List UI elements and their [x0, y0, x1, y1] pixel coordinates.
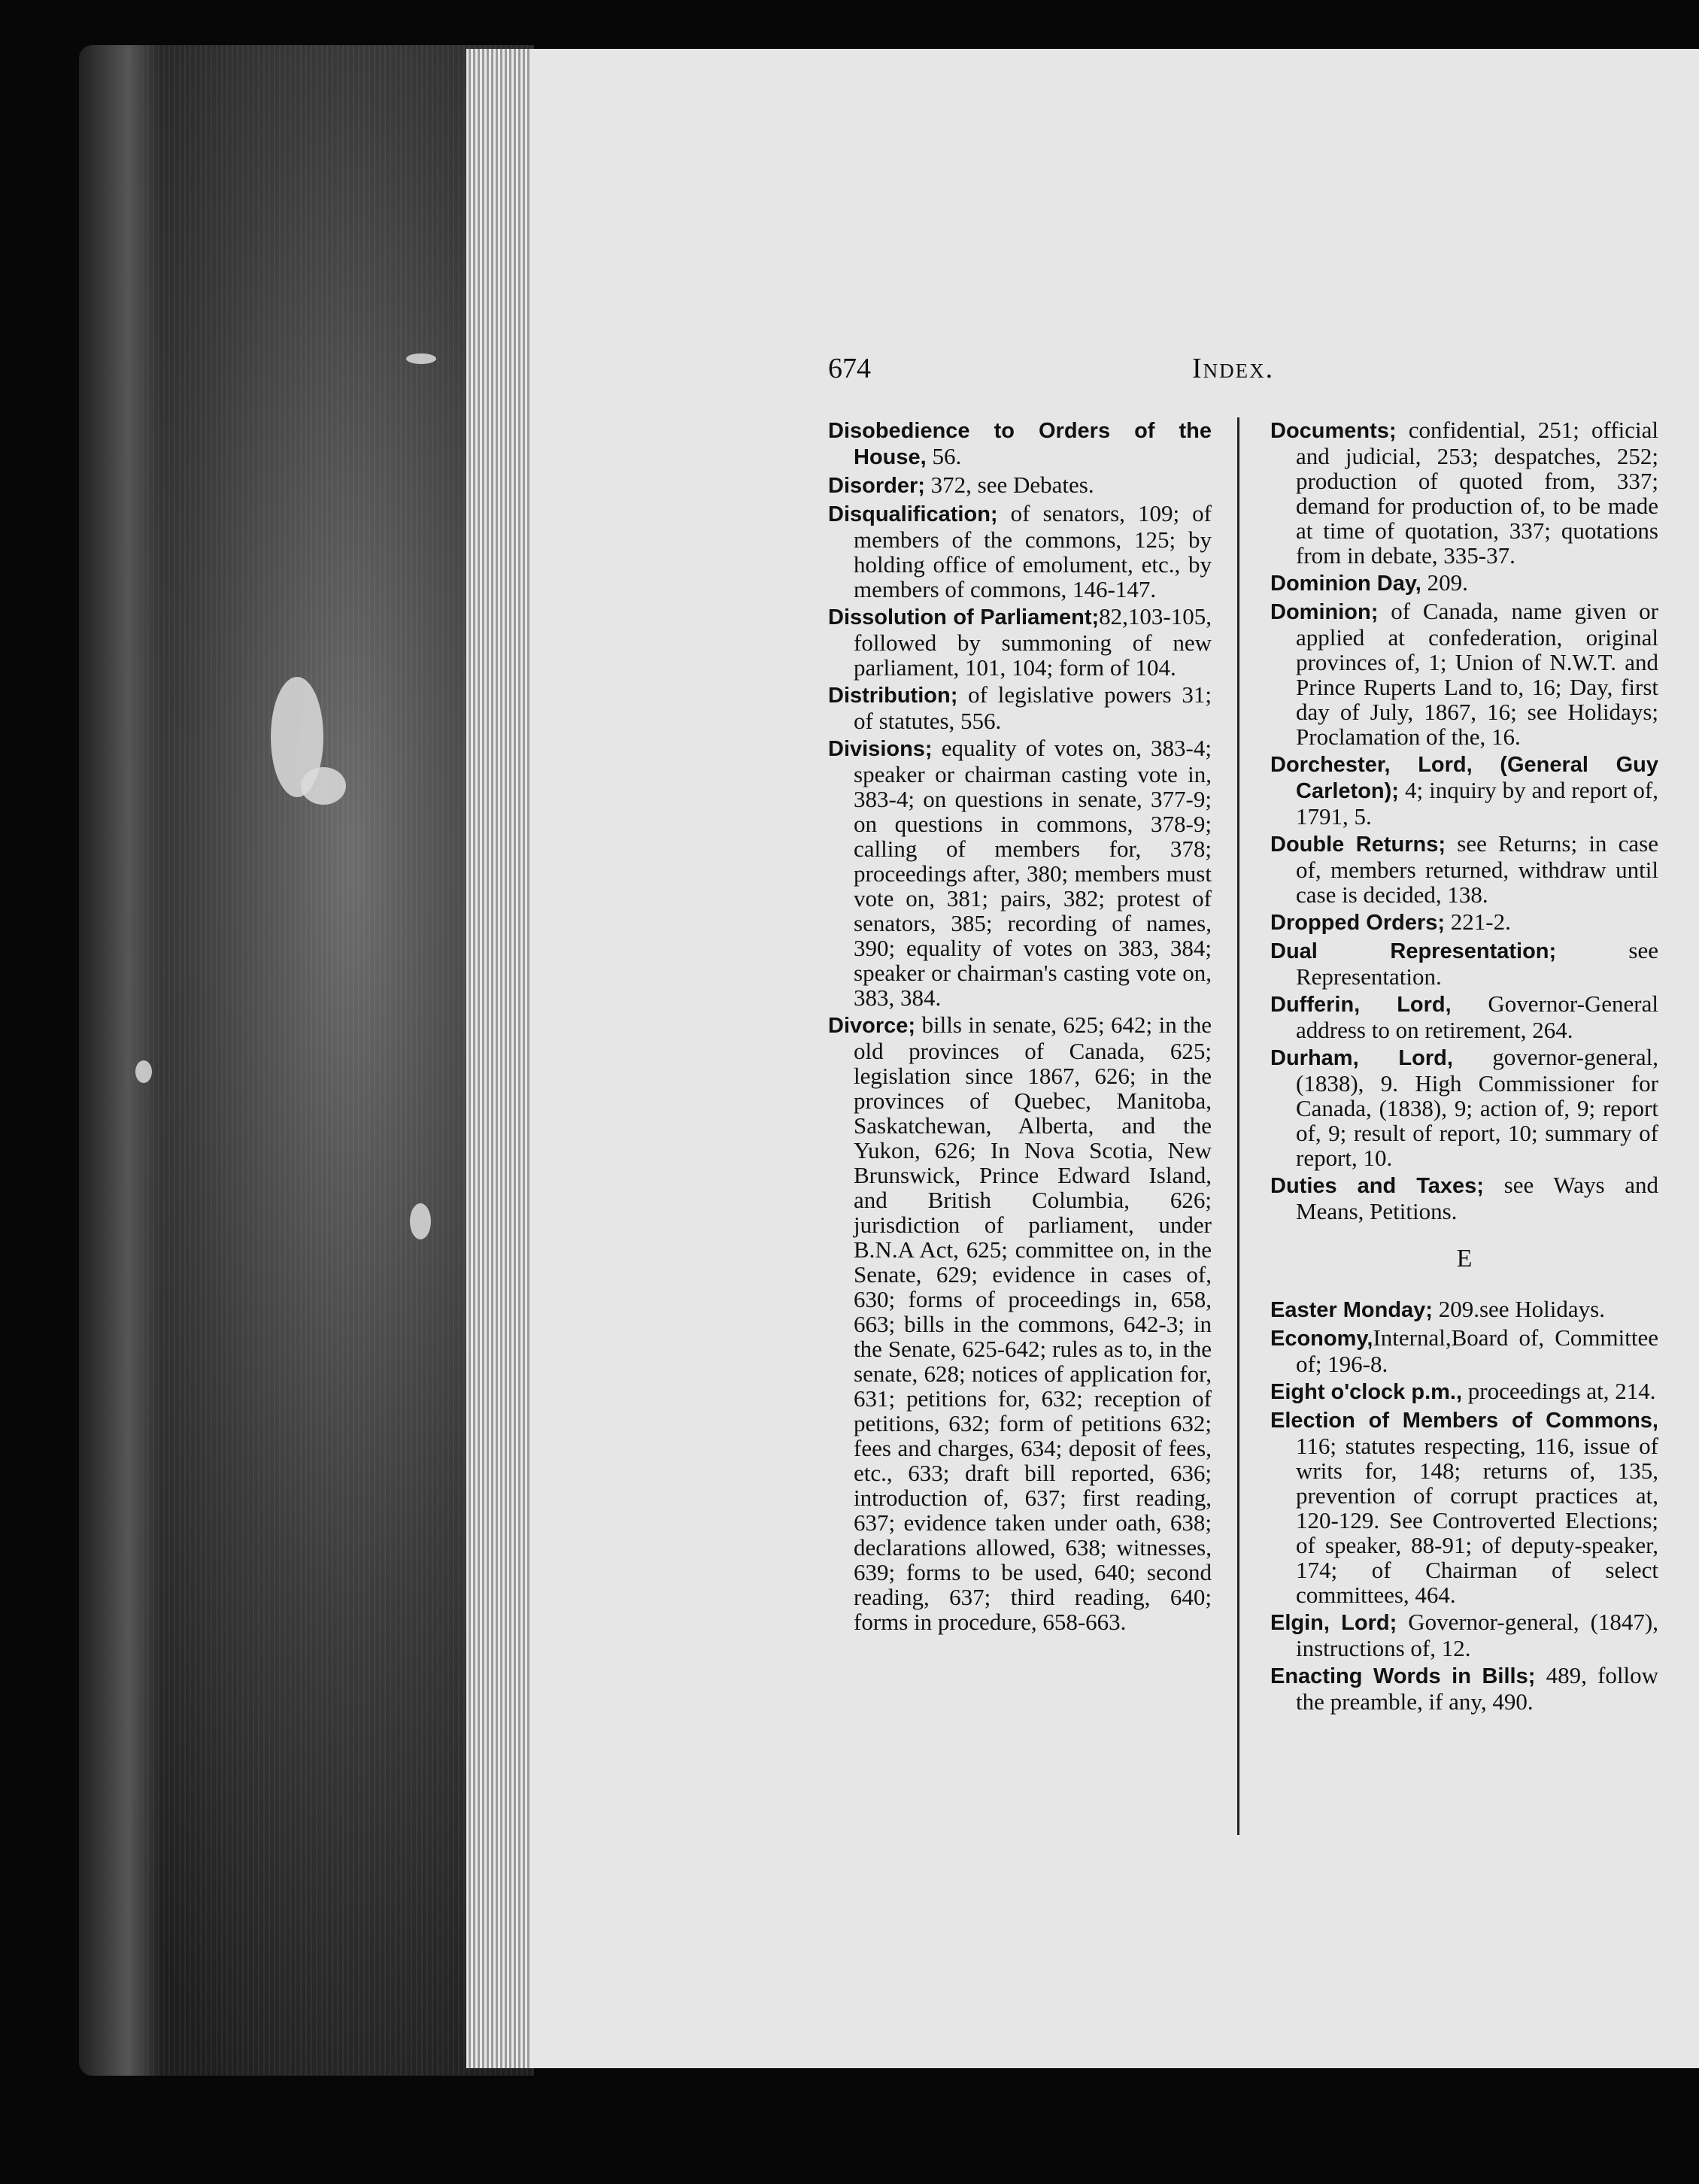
book-spine-shadow: [79, 45, 162, 2076]
index-column-right: [1270, 417, 1658, 1716]
index-entry: [1270, 1297, 1658, 1323]
entry-text: 4; inquiry by and report of, 1791, 5.: [1296, 777, 1658, 830]
entry-heading: Dropped Orders;: [1270, 911, 1446, 935]
paper-stain: [135, 1060, 152, 1083]
entry-text: see Returns; in case of, members returned, withdraw until case is decided, 138.: [1296, 830, 1658, 908]
entry-heading: Dorchester, Lord, (General Guy Carleton);: [1270, 753, 1658, 803]
entry-heading: Election of Members of Commons,: [1270, 1409, 1658, 1433]
index-entry: [1270, 1379, 1658, 1405]
entry-text: 209.: [1421, 569, 1468, 596]
index-entry: [1270, 1172, 1658, 1224]
index-entry: [1270, 938, 1658, 989]
entry-heading: Divorce;: [828, 1014, 916, 1038]
entry-heading: Disqualification;: [828, 502, 998, 526]
index-entry: [828, 501, 1212, 602]
entry-text: equality of votes on, 383-4; speaker or chairman casting vote in, 383-4; on questions in senate, 377-9; on questions in commons, 378-9; calling of members for, 378; proceedings after, 380; members must vote on, 381; pairs, 382; protest of senators, 385; recording of names, 390; equality of votes on 383, 384; speaker or chairman's casting vote on, 383, 384.: [854, 735, 1212, 1011]
entry-heading: Dissolution of Parliament;: [828, 605, 1100, 629]
entry-text: bills in senate, 625; 642; in the old provinces of Canada, 625; legislation since 1867, 626; in the provinces of Quebec, Manitoba, Saskatchewan, Alberta, and the Yukon, 626; In Nova Scotia, New Brunswick, Prince Edward Island, and British Columbia, 626; jurisdiction of parliament, under B.N.A Act, 625; committee on, in the Senate, 629; evidence in cases of, 630; forms of proceedings in, 658, 663; bills in the commons, 642-3; in the Senate, 625-642; rules as to, in the senate, 628; notices of application for, 631; petitions for, 632; reception of petitions, 632; form of petitions 632; fees and charges, 634; deposit of fees, etc., 633; draft bill reported, 636; introduction of, 637; first reading, 637; evidence taken under oath, 638; declarations allowed, 638; witnesses, 639; forms to be used, 640; second reading, 637; third reading, 640; forms in procedure, 658-663.: [854, 1012, 1212, 1635]
index-column-left: [828, 417, 1212, 1636]
index-entry: [828, 1012, 1212, 1634]
entry-text: 209.see Holidays.: [1432, 1296, 1605, 1322]
entry-text: confidential, 251; official and judicial, 253; despatches, 252; production of quoted from, 337; demand for production of, to be made at time of quotation, 337; quotations from in debate, 335-37.: [1296, 417, 1658, 569]
entry-text: of legislative powers 31; of statutes, 556.: [854, 681, 1212, 734]
entry-heading: Disorder;: [828, 474, 925, 498]
index-entry: [1270, 1407, 1658, 1607]
paper-stain: [406, 353, 436, 364]
index-entry: [828, 736, 1212, 1010]
index-entry: [828, 417, 1212, 470]
index-entry: [828, 472, 1212, 499]
running-title: Index.: [1192, 353, 1275, 384]
entry-heading: Documents;: [1270, 419, 1397, 443]
entry-heading: Dufferin, Lord,: [1270, 993, 1452, 1017]
entry-heading: Disobedience to Orders of the House,: [828, 419, 1212, 469]
entry-text: see Ways and Means, Petitions.: [1296, 1172, 1658, 1224]
entry-text: 56.: [926, 443, 962, 469]
index-entry: [1270, 909, 1658, 936]
page-number: 674: [828, 353, 871, 384]
entry-text: of Canada, name given or applied at confederation, original provinces of, 1; Union of N.W.T. and Prince Ruperts Land to, 16; Day, first day of July, 1867, 16; see Holidays; Proclamation of the, 16.: [1296, 598, 1658, 750]
entry-heading: Durham, Lord,: [1270, 1046, 1453, 1070]
entry-text: 116; statutes respecting, 116, issue of writs for, 148; returns of, 135, prevention of corrupt practices at, 120-129. See Controverted Elections; of speaker, 88-91; of deputy-speaker, 174; of Chairman of select committees, 464.: [1296, 1433, 1658, 1608]
paper-stain: [410, 1203, 431, 1239]
entry-heading: Eight o'clock p.m.,: [1270, 1380, 1463, 1404]
index-entry: [1270, 1609, 1658, 1661]
index-entry: [1270, 417, 1658, 568]
entry-text: Internal,Board of, Committee of; 196-8.: [1296, 1324, 1658, 1377]
index-entry: [1270, 1045, 1658, 1170]
index-entry: [1270, 570, 1658, 596]
entry-text: 82,103-105, followed by summoning of new parliament, 101, 104; form of 104.: [854, 603, 1212, 681]
column-divider: [1237, 417, 1239, 1835]
entry-heading: Economy,: [1270, 1327, 1373, 1351]
entry-heading: Duties and Taxes;: [1270, 1174, 1484, 1198]
entry-text: proceedings at, 214.: [1462, 1378, 1656, 1404]
index-entry: [1270, 831, 1658, 907]
entry-text: 221-2.: [1445, 908, 1511, 935]
entry-heading: Dual Representation;: [1270, 939, 1557, 963]
index-entry: [1270, 1663, 1658, 1714]
entry-text: of senators, 109; of members of the commons, 125; by holding office of emolument, etc., by members of commons, 146-147.: [854, 500, 1212, 602]
entry-heading: Easter Monday;: [1270, 1298, 1433, 1322]
entry-text: governor-general, (1838), 9. High Commissioner for Canada, (1838), 9; action of, 9; report of, 9; result of report, 10; summary of report, 10.: [1296, 1044, 1658, 1171]
entry-text: Governor-General address to on retirement, 264.: [1296, 990, 1658, 1043]
page-header: [530, 352, 1699, 390]
entry-heading: Dominion Day,: [1270, 572, 1421, 596]
index-entry: [1270, 751, 1658, 829]
entry-text: Governor-general, (1847), instructions of, 12.: [1296, 1609, 1659, 1661]
entry-text: see Representation.: [1296, 937, 1658, 990]
index-entry: [828, 604, 1212, 680]
entry-heading: Distribution;: [828, 684, 958, 708]
index-entry: [1270, 599, 1658, 749]
index-entry: [1270, 1325, 1658, 1376]
entry-heading: Divisions;: [828, 737, 933, 761]
paper-stain: [301, 767, 346, 805]
index-entry: [1270, 991, 1658, 1042]
entry-heading: Dominion;: [1270, 600, 1379, 624]
page-edges: [466, 49, 534, 2068]
entry-heading: Enacting Words in Bills;: [1270, 1664, 1536, 1688]
index-page: [530, 49, 1699, 2068]
entry-text: 372, see Debates.: [924, 472, 1094, 498]
entry-heading: Double Returns;: [1270, 833, 1446, 857]
entry-text: 489, follow the preamble, if any, 490.: [1296, 1662, 1659, 1715]
entry-heading: Elgin, Lord;: [1270, 1611, 1397, 1635]
index-entry: [828, 682, 1212, 733]
section-letter: E: [1456, 1245, 1473, 1272]
